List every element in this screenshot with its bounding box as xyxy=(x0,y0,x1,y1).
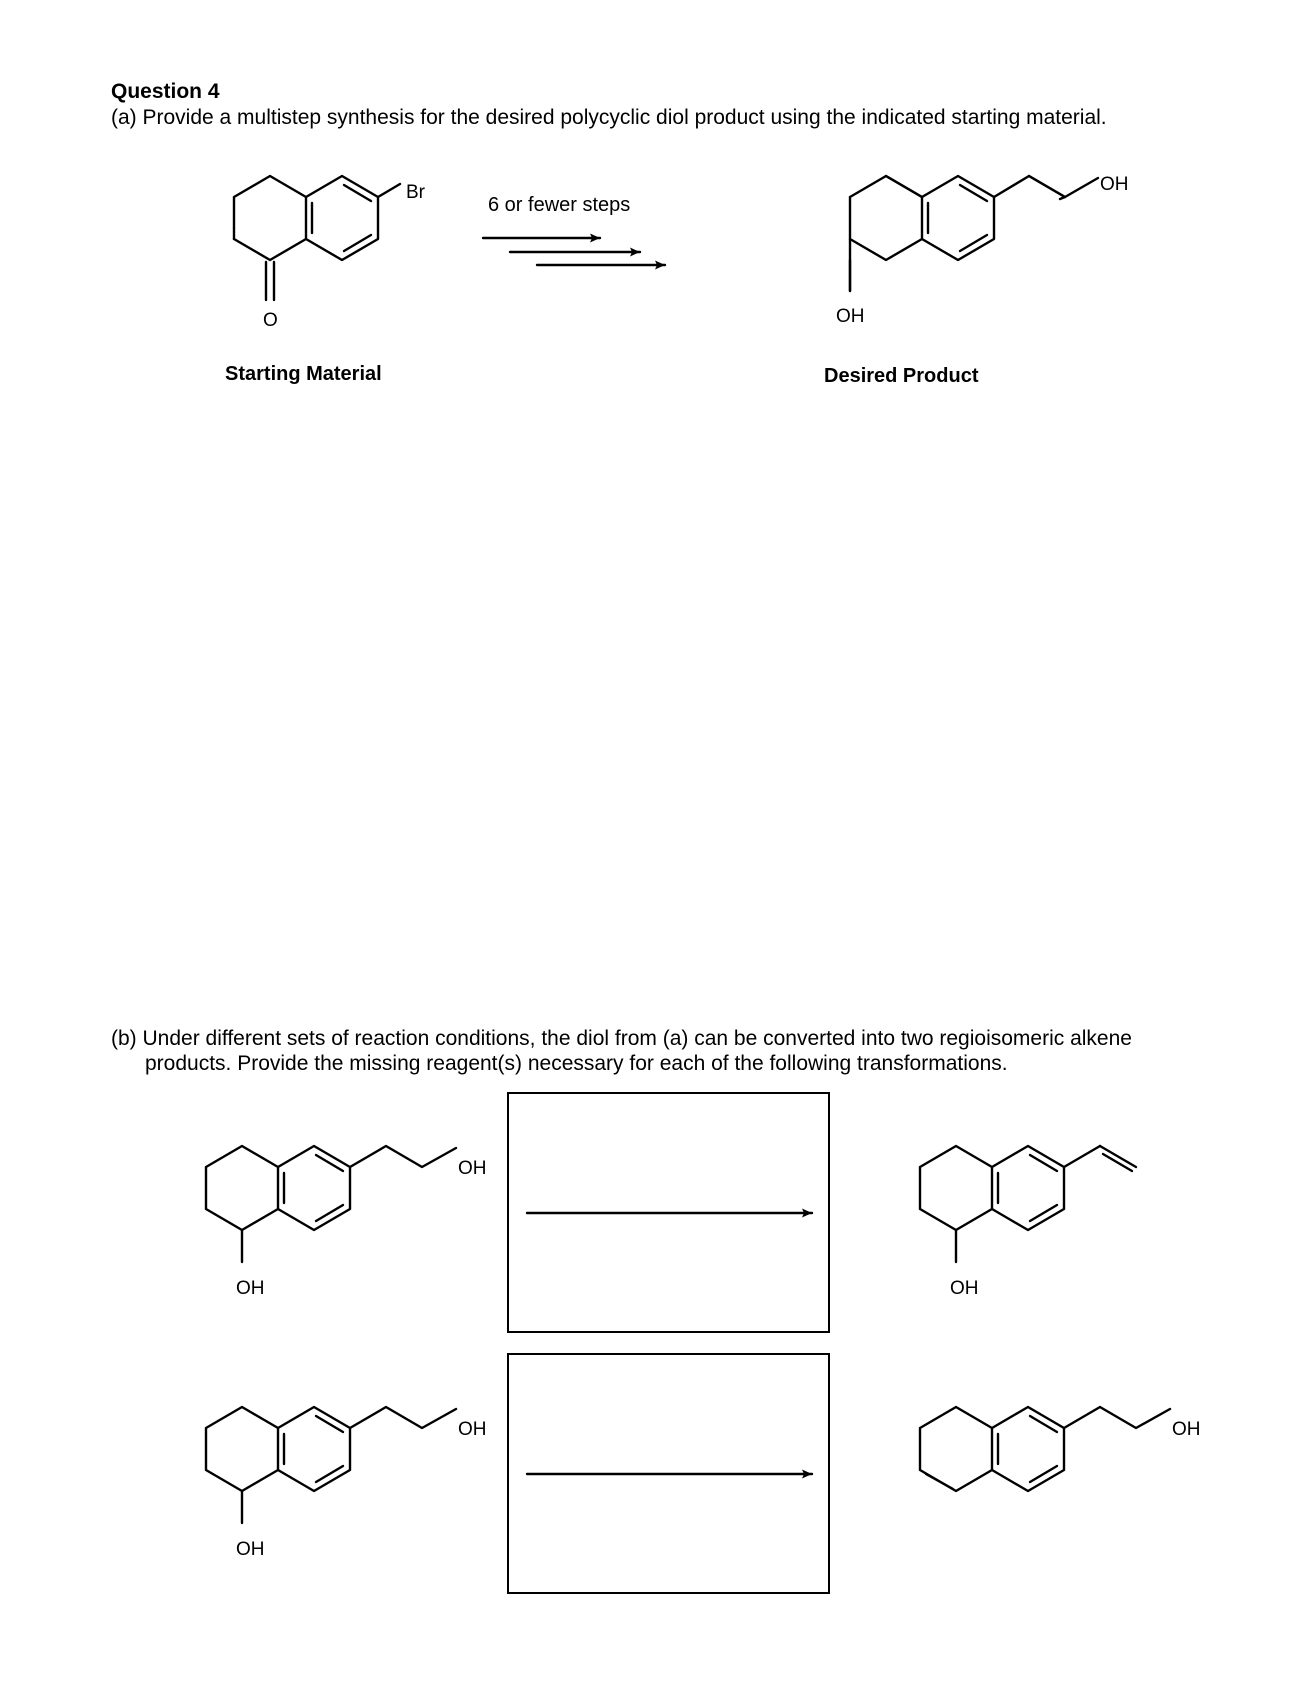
dp-chain-hydroxyl-label: OH xyxy=(1100,174,1129,195)
desired-product-structure xyxy=(850,176,1098,291)
part-b-prompt-line1: (b) Under different sets of reaction conditions, the diol from (a) can be converted into two regioisomeric alkene xyxy=(111,1027,1132,1050)
row2-reactant-structure xyxy=(206,1407,456,1523)
row1-product-structure xyxy=(920,1146,1136,1262)
row2-reactant-chain-hydroxyl-label: OH xyxy=(458,1419,487,1440)
part-b-prompt-line2: products. Provide the missing reagent(s) necessary for each of the following transformations. xyxy=(145,1052,1008,1075)
question-title: Question 4 xyxy=(111,80,220,103)
multistep-arrow xyxy=(483,238,665,265)
starting-material-structure xyxy=(234,176,400,300)
starting-material-label: Starting Material xyxy=(225,363,382,385)
row2-product-structure xyxy=(920,1407,1170,1491)
row1-product-ring-hydroxyl-label: OH xyxy=(950,1278,979,1299)
sm-bromine-label: Br xyxy=(406,182,425,203)
reaction-conditions: 6 or fewer steps xyxy=(488,194,631,216)
dp-ring-hydroxyl-label: OH xyxy=(836,306,865,327)
row2-reactant-ring-hydroxyl-label: OH xyxy=(236,1539,265,1560)
row1-reactant-chain-hydroxyl-label: OH xyxy=(458,1158,487,1179)
part-a-prompt: (a) Provide a multistep synthesis for the desired polycyclic diol product using the indicated starting material. xyxy=(111,106,1107,129)
row1-reactant-structure xyxy=(206,1146,456,1262)
row1-reactant-ring-hydroxyl-label: OH xyxy=(236,1278,265,1299)
row2-product-chain-hydroxyl-label: OH xyxy=(1172,1419,1201,1440)
desired-product-label: Desired Product xyxy=(824,365,979,387)
sm-oxygen-label: O xyxy=(263,310,278,331)
